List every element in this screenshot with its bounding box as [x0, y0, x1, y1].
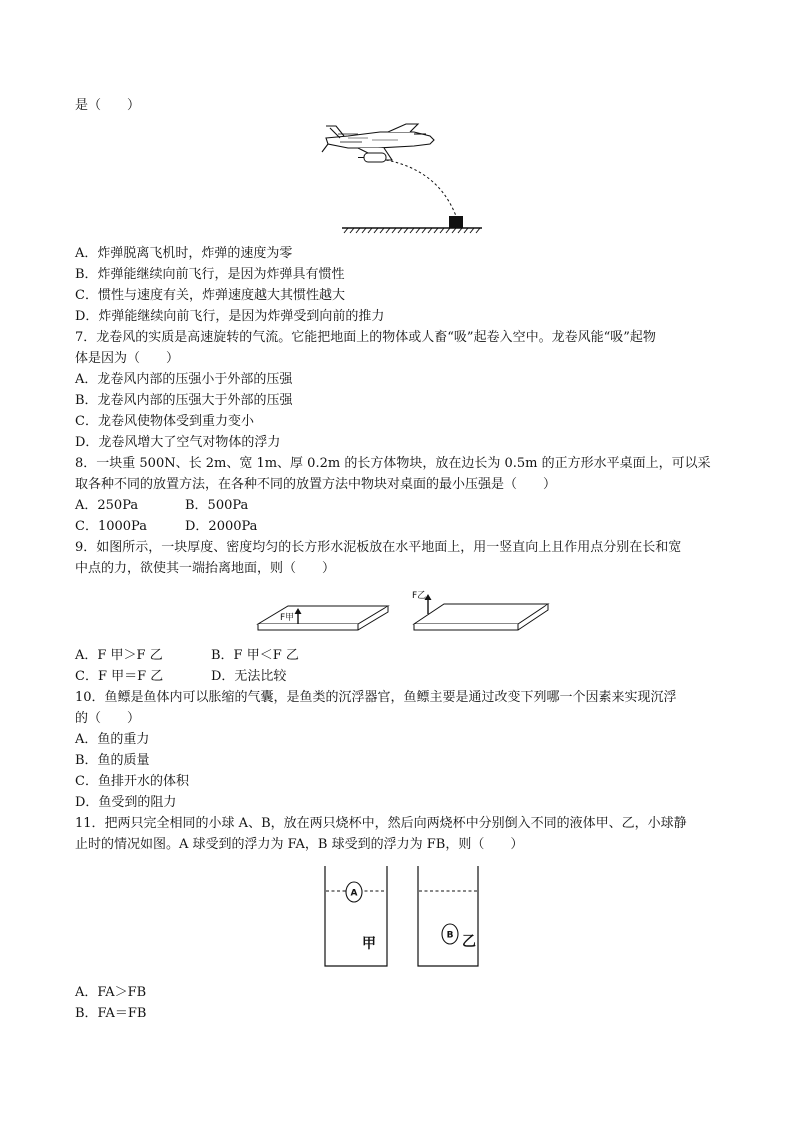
beaker-right: [418, 866, 478, 966]
q8-option-d: D．2000Pa: [185, 519, 258, 534]
q9-options-row1: [75, 646, 299, 666]
q10-option-b: B．鱼的质量: [75, 753, 150, 768]
q9-options-row2: [75, 667, 286, 687]
q8-option-c: C．1000Pa: [75, 519, 147, 534]
q9-stem-line1: 9．如图所示，一块厚度、密度均匀的长方形水泥板放在水平地面上，用一竖直向上且作用点分别在长和宽: [75, 540, 682, 555]
q10-option-c: C．鱼排开水的体积: [75, 774, 189, 789]
beaker-left: [325, 866, 387, 966]
q6-option-d: D．炸弹能继续向前飞行，是因为炸弹受到向前的推力: [75, 309, 385, 324]
slab-left: [258, 606, 388, 630]
q10-option-a: A．鱼的重力: [75, 732, 150, 747]
q9-stem-line2: 中点的力，欲使其一端抬离地面，则（ ）: [75, 561, 336, 576]
q8-option-b: B．500Pa: [185, 498, 249, 513]
q8-options-row1: [75, 496, 248, 516]
q8-stem-line2: 取各种不同的放置方法，在各种不同的放置方法中物块对桌面的最小压强是（ ）: [75, 477, 557, 492]
q7-option-c: C．龙卷风使物体受到重力变小: [75, 414, 254, 429]
ground-hatch: [342, 228, 482, 233]
liquid-label-right: 乙: [462, 934, 476, 950]
q8-stem-line1: 8．一块重 500N、长 2m、宽 1m、厚 0.2m 的长方体物块，放在边长为 0.5m 的正方形水平桌面上，可以采: [75, 456, 711, 471]
force-label-left: F甲: [280, 613, 295, 623]
bomb-icon: [358, 153, 386, 162]
ball-b-label: B: [446, 930, 454, 941]
q6-option-b: B．炸弹能继续向前飞行，是因为炸弹具有惯性: [75, 267, 345, 282]
q7-option-d: D．龙卷风增大了空气对物体的浮力: [75, 435, 281, 450]
q7-stem-line2: 体是因为（ ）: [75, 351, 180, 366]
q7-stem-line1: 7．龙卷风的实质是高速旋转的气流。它能把地面上的物体或人畜“吸”起卷入空中。龙卷风能“吸”起物: [75, 330, 656, 345]
q11-stem-line1: 11．把两只完全相同的小球 A、B，放在两只烧杯中，然后向两烧杯中分别倒入不同的液体甲、乙，小球静: [75, 816, 687, 831]
q11-option-a: A．FA＞FB: [75, 985, 147, 1000]
target-block: [449, 216, 463, 228]
beakers-figure: [318, 862, 488, 970]
q10-option-d: D．鱼受到的阻力: [75, 795, 177, 810]
trajectory-dashed: [386, 160, 456, 216]
q10-stem-line2: 的（ ）: [75, 711, 141, 726]
q11-option-b: B．FA＝FB: [75, 1006, 147, 1021]
q9-option-a: A．F 甲＞F 乙: [75, 648, 163, 663]
slab-force-figure: [254, 586, 554, 638]
ball-a-label: A: [350, 888, 358, 899]
plane-bomb-figure: [318, 120, 490, 236]
liquid-label-left: 甲: [362, 936, 376, 952]
q7-option-a: A．龙卷风内部的压强小于外部的压强: [75, 372, 293, 387]
slab-right: [414, 604, 548, 630]
q8-options-row2: [75, 517, 257, 537]
q10-stem-line1: 10．鱼鳔是鱼体内可以胀缩的气囊，是鱼类的沉浮器官，鱼鳔主要是通过改变下列哪一个因素来实现沉浮: [75, 690, 677, 705]
q9-option-b: B．F 甲＜F 乙: [211, 648, 299, 663]
force-label-right: F乙: [412, 591, 427, 601]
q9-option-c: C．F 甲＝F 乙: [75, 669, 164, 684]
q7-option-b: B．龙卷风内部的压强大于外部的压强: [75, 393, 293, 408]
q6-stem-tail: 是（ ）: [75, 98, 141, 113]
q6-option-c: C．惯性与速度有关，炸弹速度越大其惯性越大: [75, 288, 345, 303]
q11-stem-line2: 止时的情况如图。A 球受到的浮力为 FA，B 球受到的浮力为 FB，则（ ）: [75, 837, 524, 852]
q8-option-a: A．250Pa: [75, 498, 139, 513]
q9-option-d: D．无法比较: [211, 669, 287, 684]
q6-option-a: A．炸弹脱离飞机时，炸弹的速度为零: [75, 246, 293, 261]
